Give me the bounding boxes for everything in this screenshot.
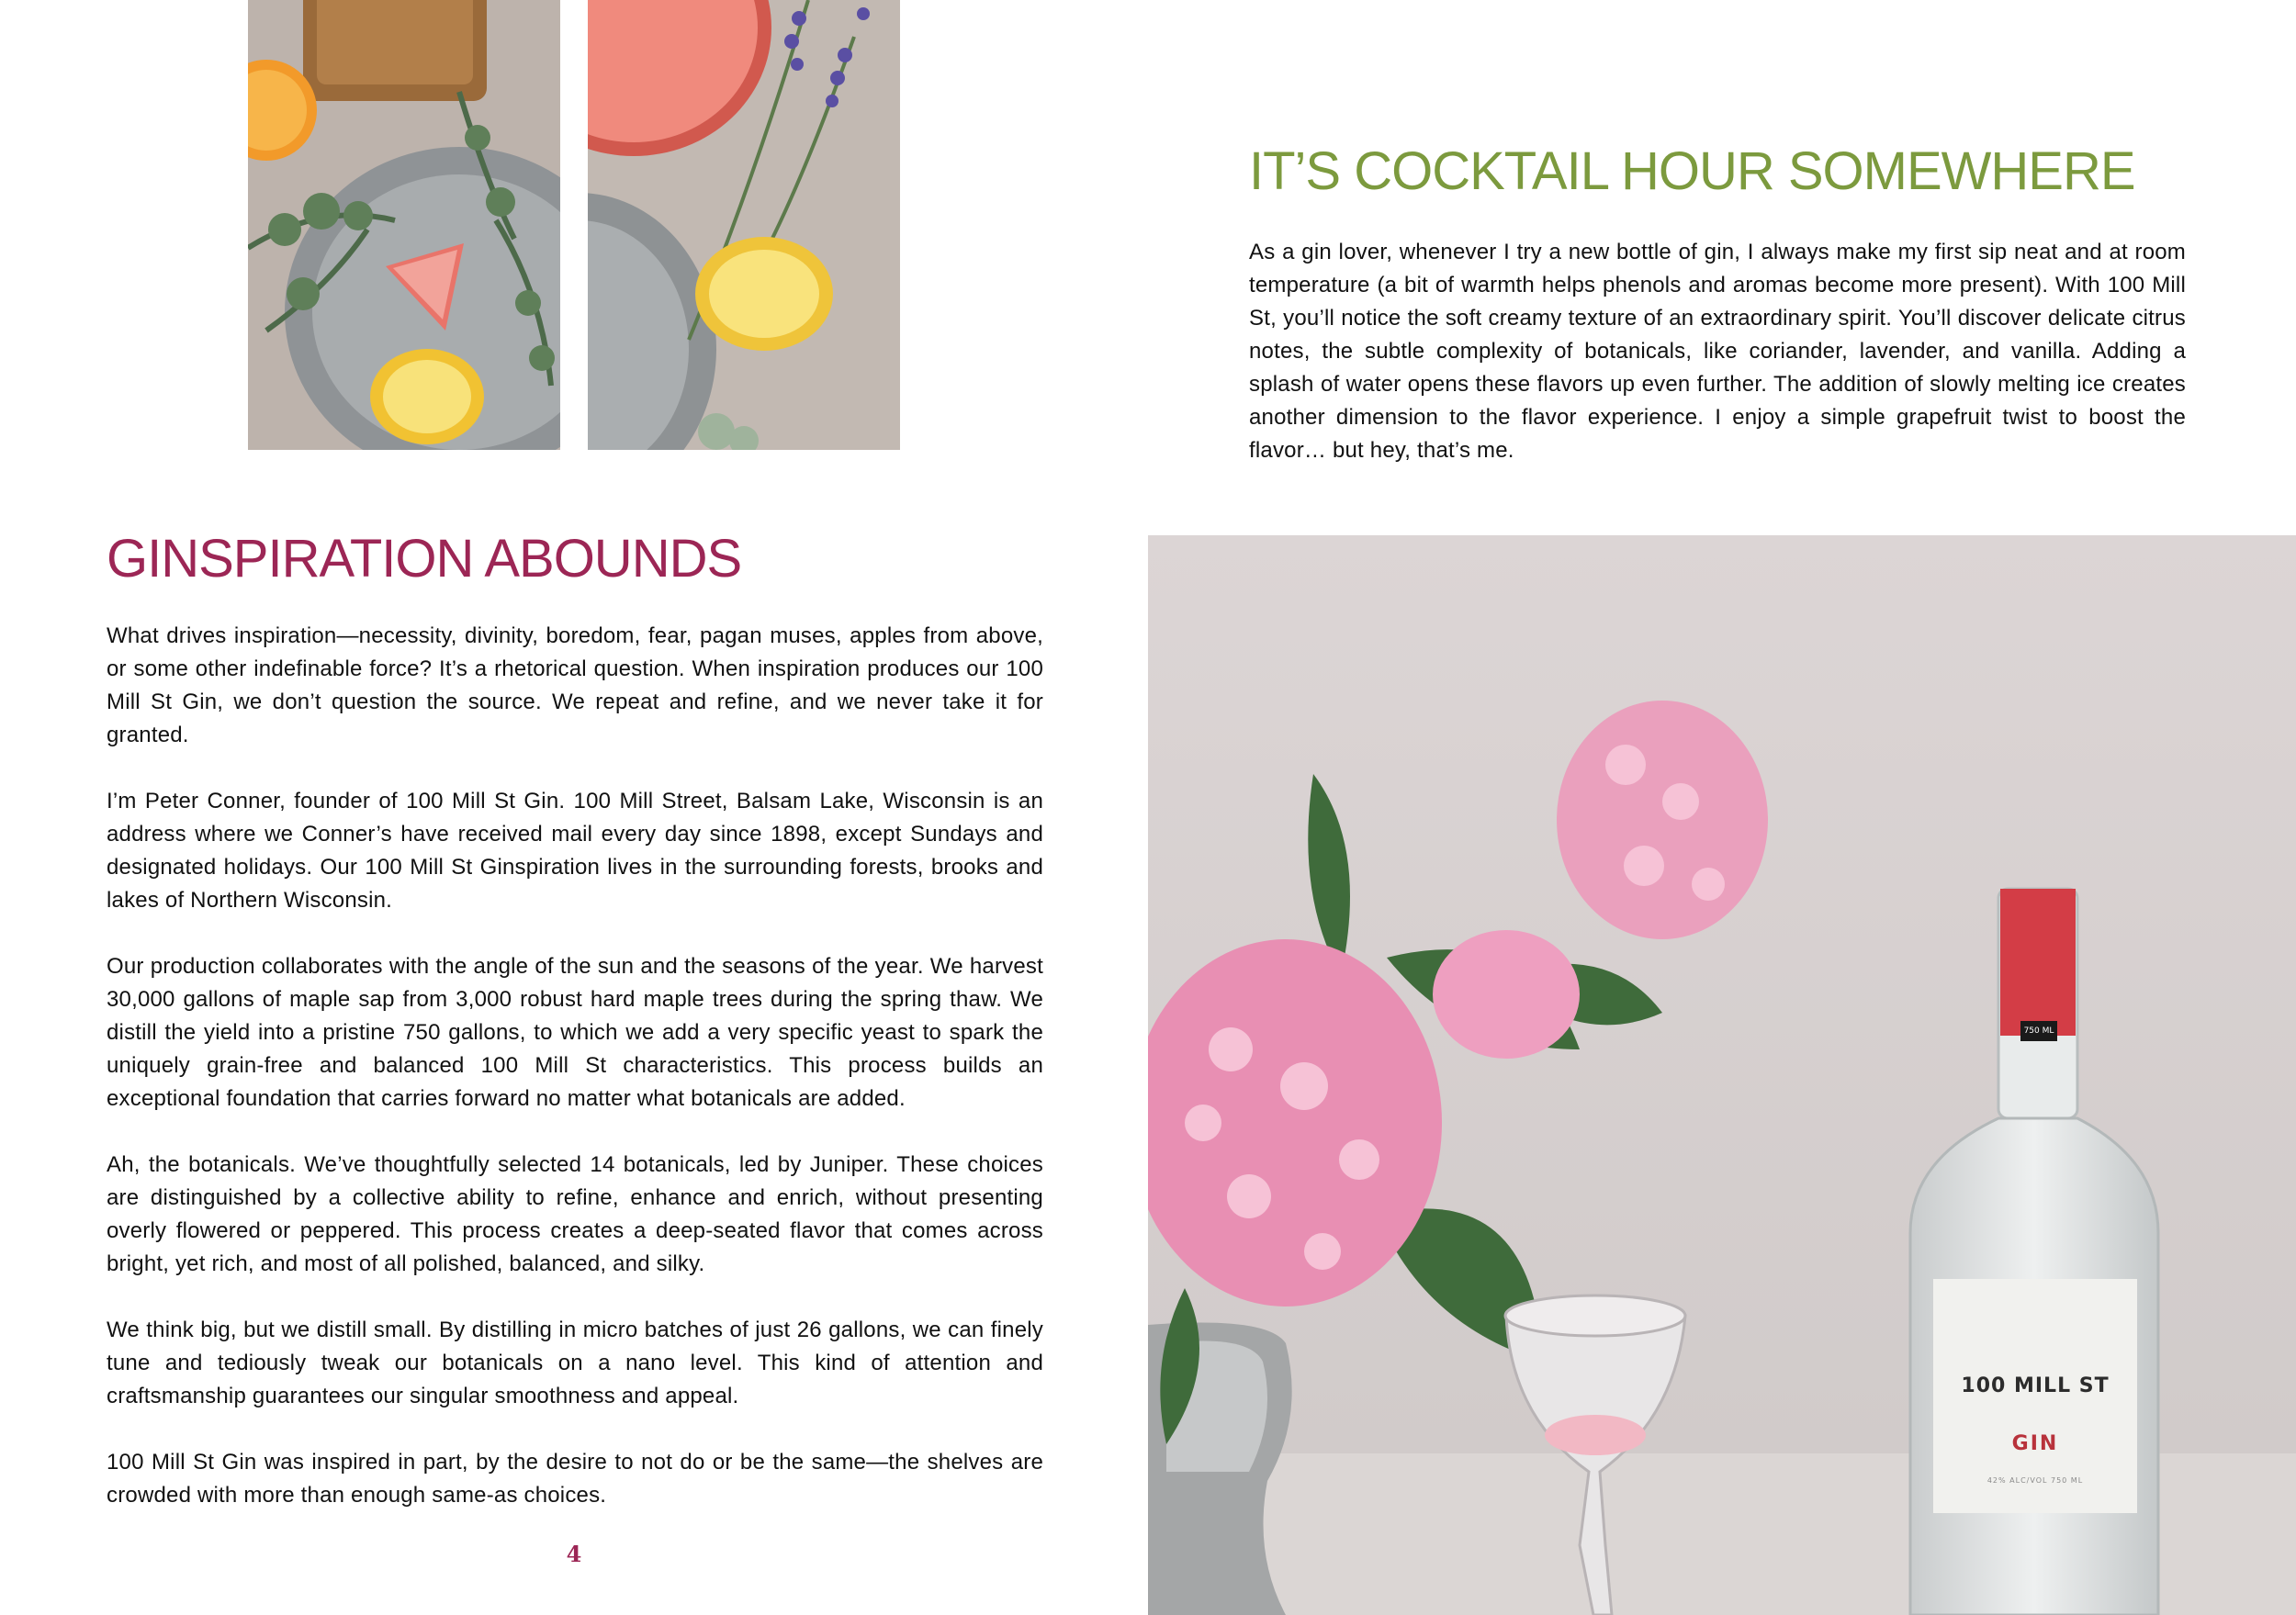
cocktail-hour-body xyxy=(1249,236,2186,467)
ginspiration-paragraph-5: We think big, but we distill small. By distilling in micro batches of just 26 gallons, we can finely tune and tediously tweak our botanicals on a nano level. This kind of attention and craftsmanship guarantees our singular smoothness and appeal. xyxy=(107,1318,1043,1408)
bottle-volume-tag: 750 ML xyxy=(2020,1021,2057,1041)
ginspiration-body xyxy=(107,620,1043,1512)
bottle-product-label: GIN xyxy=(2011,1432,2059,1455)
ginspiration-paragraph-2: I’m Peter Conner, founder of 100 Mill St Gin. 100 Mill Street, Balsam Lake, Wisconsin is an address where we Conner’s have received mail every day since 1898, except Sundays and designated holidays. Our 100 Mill St Ginspiration lives in the surrounding forests, brooks and lakes of Northern Wisconsin. xyxy=(107,789,1043,913)
bottle-brand-label: 100 MILL ST xyxy=(1961,1374,2110,1397)
bottle-fine-print: 42% ALC/VOL 750 ML xyxy=(1986,1476,2084,1485)
citrus-herbs-photo xyxy=(248,0,560,450)
grapefruit-lavender-photo xyxy=(588,0,900,450)
cocktail-hour-heading: IT’S COCKTAIL HOUR SOMEWHERE xyxy=(1249,141,2135,201)
ginspiration-heading: GINSPIRATION ABOUNDS xyxy=(107,529,742,589)
ginspiration-paragraph-1: What drives inspiration—necessity, divinity, boredom, fear, pagan muses, apples from above, or some other indefinable force? It’s a rhetorical question. When inspiration produces our 100 Mill St Gin, we don’t question the source. We repeat and refine, and we never take it for granted. xyxy=(107,623,1043,747)
cocktail-paragraph: As a gin lover, whenever I try a new bottle of gin, I always make my first sip neat and at room temperature (a bit of warmth helps phenols and aromas become more present). With 100 Mill St, you’ll notice the soft creamy texture of an extraordinary spirit. You’ll discover delicate citrus notes, the subtle complexity of botanicals, like coriander, lavender, and vanilla. Adding a splash of water opens these flavors up even further. The addition of slowly melting ice creates another dimension to the flavor experience. I enjoy a simple grapefruit twist to boost the flavor… but hey, that’s me. xyxy=(1249,240,2186,463)
ginspiration-paragraph-6: 100 Mill St Gin was inspired in part, by the desire to not do or be the same—the shelves are crowded with more than enough same-as choices. xyxy=(107,1450,1043,1508)
ginspiration-paragraph-3: Our production collaborates with the angle of the sun and the seasons of the year. We harvest 30,000 gallons of maple sap from 3,000 robust hard maple trees during the spring thaw. We distill the yield into a pristine 750 gallons, to which we add a very specific yeast to spark the uniquely grain-free and balanced 100 Mill St characteristics. This process builds an exceptional foundation that carries forward no matter what botanicals are added. xyxy=(107,954,1043,1111)
ginspiration-paragraph-4: Ah, the botanicals. We’ve thoughtfully selected 14 botanicals, led by Juniper. These choices are distinguished by a collective ability to refine, enhance and enrich, without presenting overly flowered or peppered. This process creates a deep-seated flavor that comes across bright, yet rich, and most of all polished, balanced, and silky. xyxy=(107,1152,1043,1276)
page-number: 4 xyxy=(566,1541,582,1567)
